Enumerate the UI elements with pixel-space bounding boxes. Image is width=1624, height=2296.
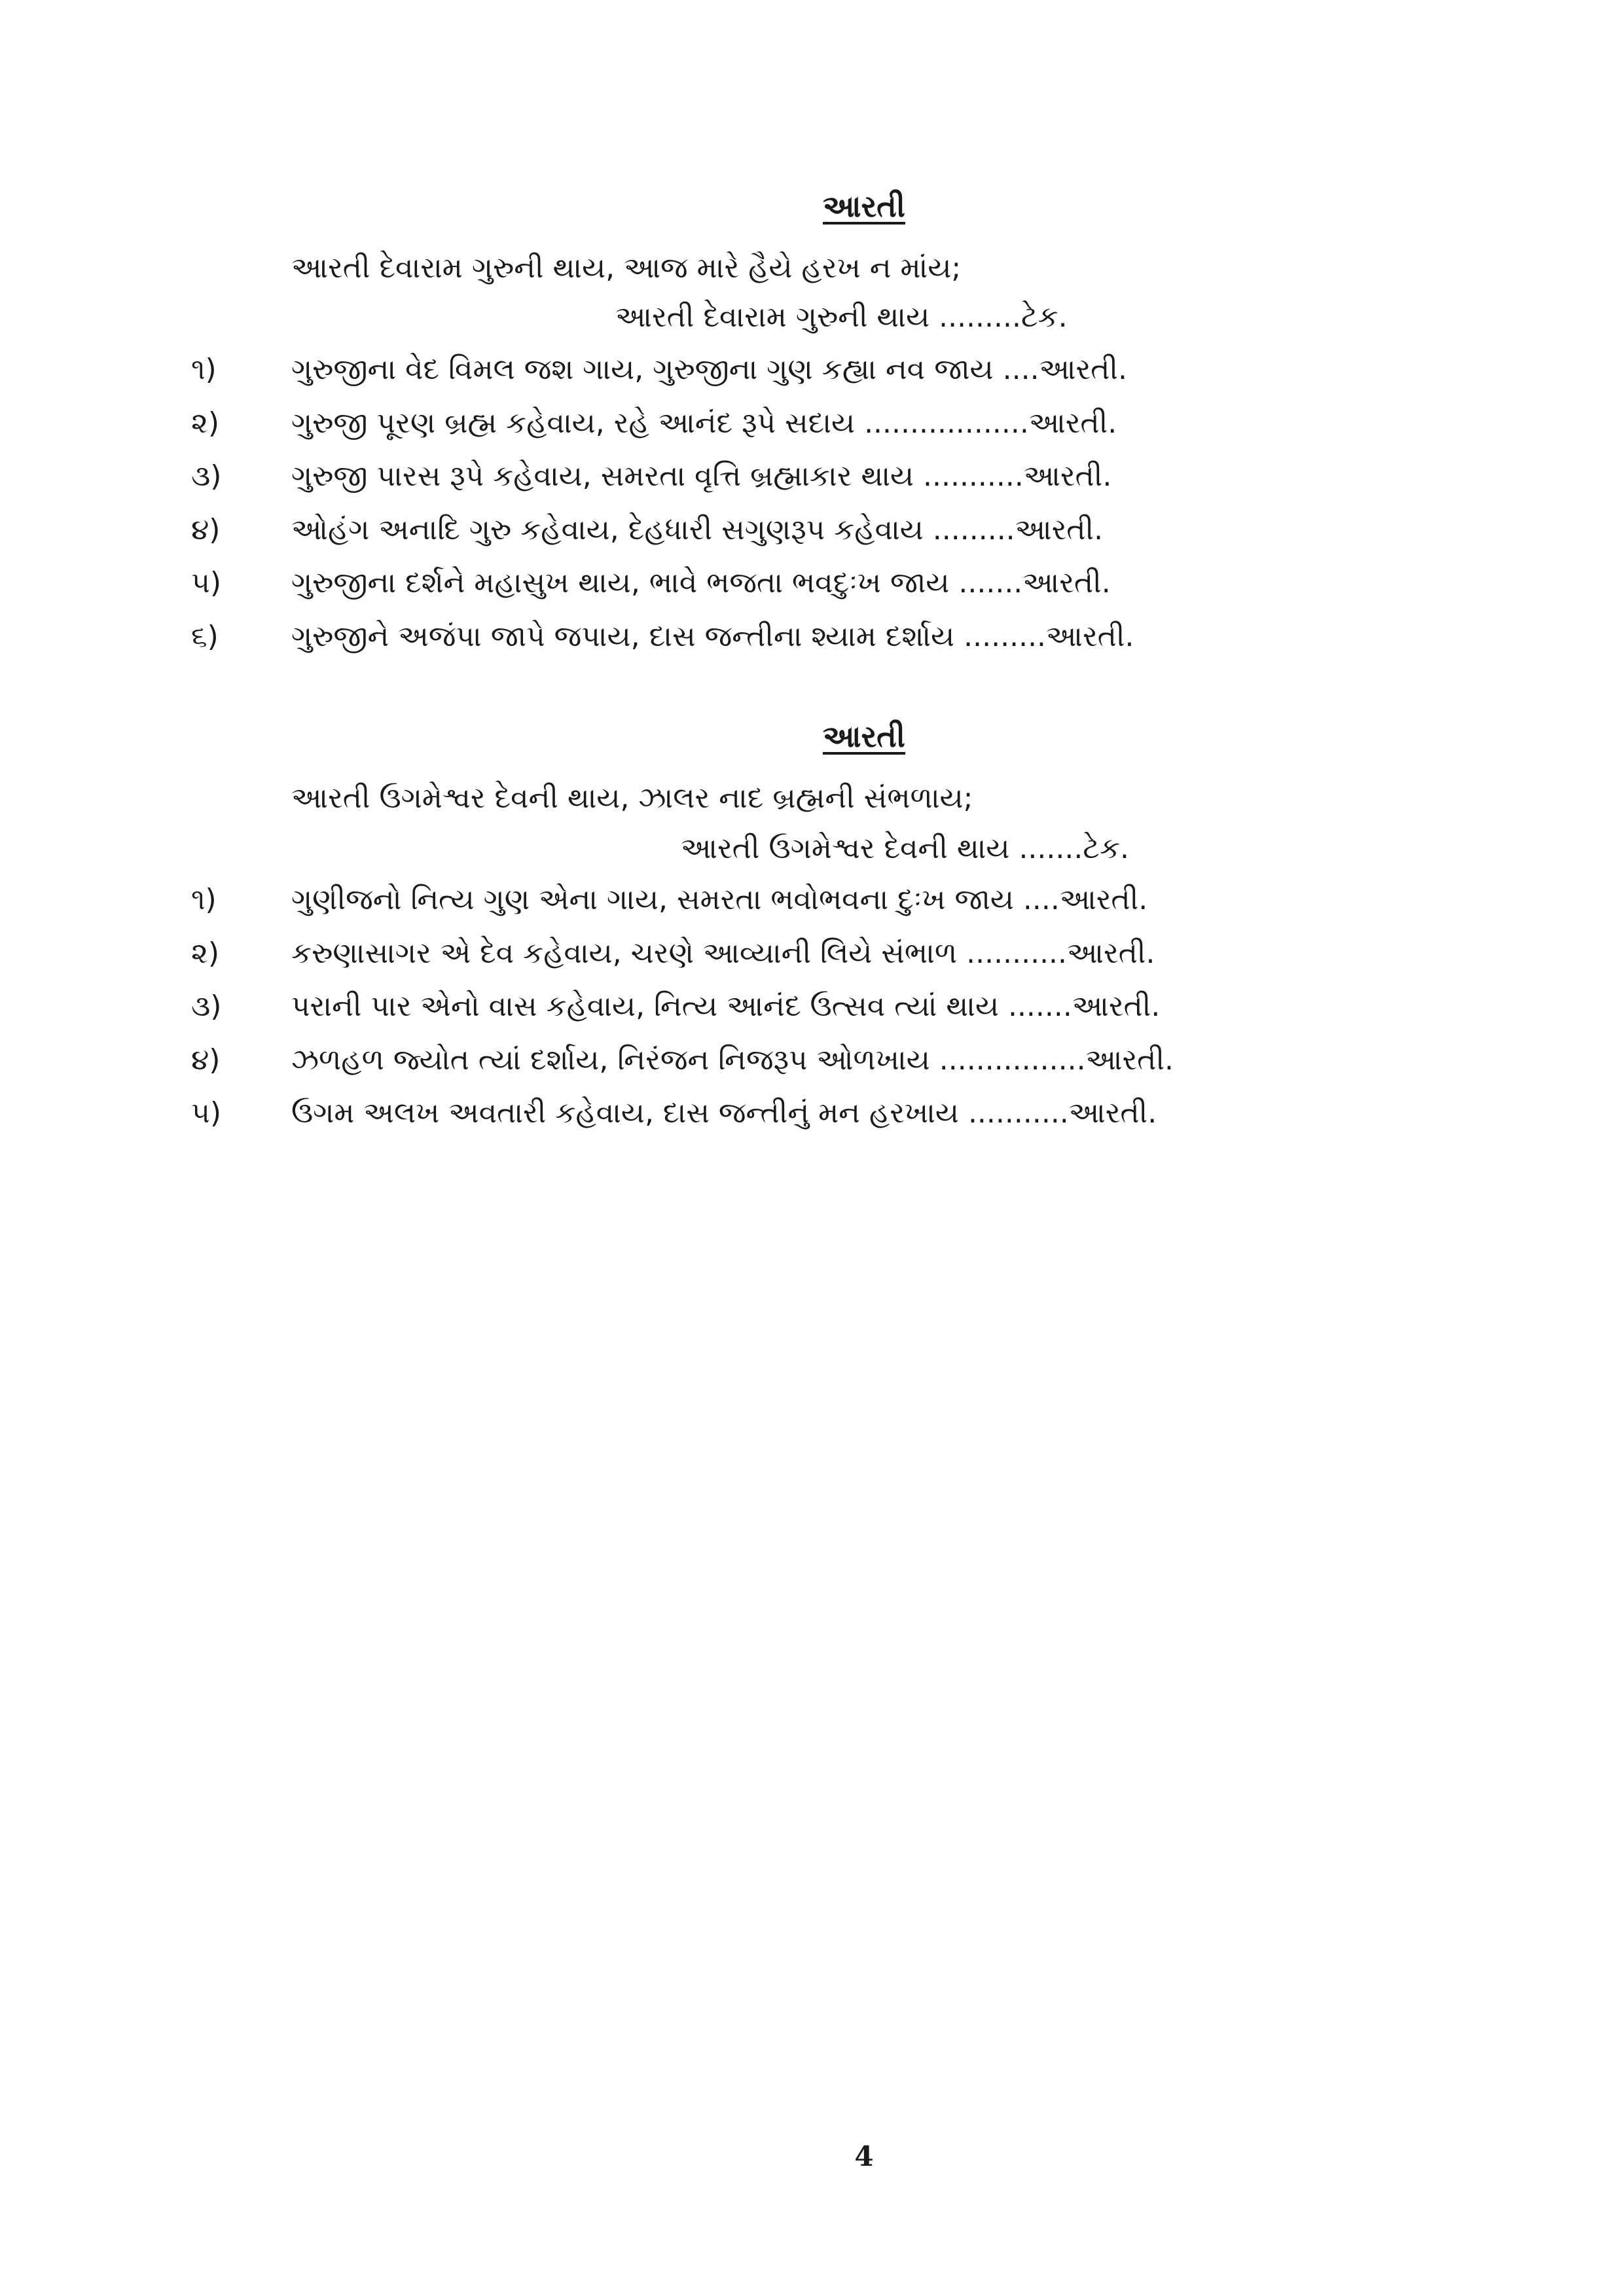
verse-item	[0, 987, 1624, 1026]
verse-number: ૨)	[191, 406, 219, 440]
section-title: આરતી	[823, 188, 905, 224]
verse-item	[0, 404, 1624, 443]
section-title: આરતી	[823, 719, 905, 754]
verse-number: ૪)	[191, 513, 221, 547]
verse-number: ૩)	[191, 459, 222, 493]
verse-text: ગુરુજીને અજંપા જાપે જપાય, દાસ જન્તીના શ્યામ દર્શાય .........આરતી.	[291, 620, 1134, 653]
page-number: 4	[854, 2140, 874, 2172]
verse-number: ૩)	[191, 990, 222, 1023]
verse-text: પરાની પાર એનો વાસ કહેવાય, નિત્ય આનંદ ઉત્સવ ત્યાં થાય .......આરતી.	[291, 990, 1161, 1023]
verse-item	[0, 1094, 1624, 1133]
verse-text: ગુરુજીના દર્શને મહાસુખ થાય, ભાવે ભજતા ભવદુઃખ જાય .......આરતી.	[291, 566, 1111, 600]
verse-text: ઉગમ અલખ અવતારી કહેવાય, દાસ જન્તીનું મન હરખાય ...........આરતી.	[291, 1096, 1157, 1130]
verse-item	[0, 511, 1624, 550]
refrain-line-2: આરતી ઉગમેશ્વર દેવની થાય .......ટેક.	[681, 832, 1130, 865]
verse-item	[0, 617, 1624, 656]
verse-text: ગુણીજનો નિત્ય ગુણ એના ગાય, સમરતા ભવોભવના દુઃખ જાય ....આરતી.	[291, 883, 1148, 916]
verse-text: ગુરુજી પારસ રૂપે કહેવાય, સમરતા વૃત્તિ બ્રહ્માકાર થાય ...........આરતી.	[291, 459, 1112, 493]
verse-number: ૫)	[191, 566, 222, 600]
verse-text: ઝળહળ જ્યોત ત્યાં દર્શાય, નિરંજન નિજરૂપ ઓળખાય ................આરતી.	[291, 1043, 1174, 1077]
verse-text: ગુરુજી પૂરણ બ્રહ્મ કહેવાય, રહે આનંદ રૂપે સદાય ..................આરતી.	[291, 406, 1117, 440]
verse-item	[0, 880, 1624, 920]
verse-number: ૪)	[191, 1043, 221, 1077]
verse-item	[0, 457, 1624, 496]
verse-item	[0, 350, 1624, 389]
verse-number: ૧)	[191, 883, 217, 916]
refrain-line-1: આરતી દેવારામ ગુરુની થાય, આજ મારે હૈયે હરખ ન માંય;	[291, 251, 962, 285]
refrain-line-1: આરતી ઉગમેશ્વર દેવની થાય, ઝાલર નાદ બ્રહ્મની સંભળાય;	[291, 781, 973, 815]
verse-number: ૨)	[191, 937, 219, 970]
verse-number: ૬)	[191, 620, 219, 653]
verse-number: ૫)	[191, 1096, 222, 1130]
verse-text: ગુરુજીના વેદ વિમલ જશ ગાય, ગુરુજીના ગુણ કહ્યા નવ જાય ....આરતી.	[291, 353, 1128, 386]
refrain-line-2: આરતી દેવારામ ગુરુની થાય .........ટેક.	[615, 300, 1068, 334]
verse-text: ઓહંગ અનાદિ ગુરુ કહેવાય, દેહધારી સગુણરૂપ કહેવાય .........આરતી.	[291, 513, 1104, 547]
verse-item	[0, 934, 1624, 973]
verse-item	[0, 564, 1624, 603]
verse-text: કરુણાસાગર એ દેવ કહેવાય, ચરણે આવ્યાની લિયે સંભાળ ...........આરતી.	[291, 937, 1155, 970]
verse-item	[0, 1041, 1624, 1080]
verse-number: ૧)	[191, 353, 217, 386]
